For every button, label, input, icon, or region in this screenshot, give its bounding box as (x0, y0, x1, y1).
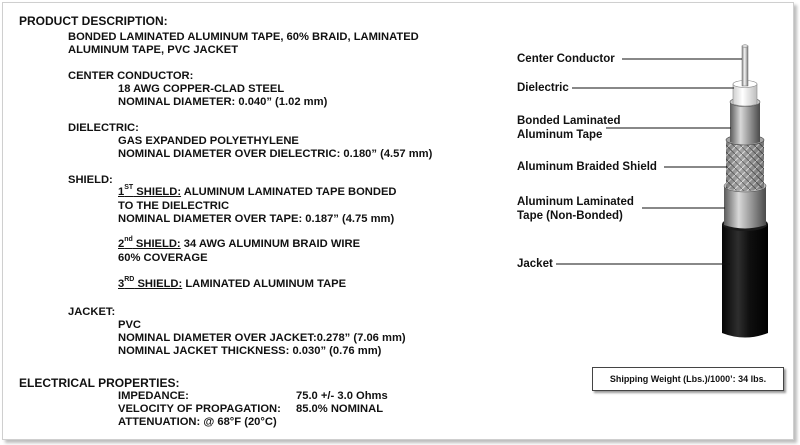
label-jacket: Jacket (517, 258, 553, 270)
jacket-layer (722, 217, 768, 338)
second-shield-suffix: nd (124, 236, 133, 244)
jacket-heading: JACKET: (68, 306, 116, 318)
dielectric-diameter: NOMINAL DIAMETER OVER DIELECTRIC: 0.180” (4.57 mm) (118, 148, 433, 160)
first-shield-diameter: NOMINAL DIAMETER OVER TAPE: 0.187” (4.75 mm) (118, 213, 395, 225)
label-laminated-tape-line-2: Tape (Non-Bonded) (517, 210, 623, 222)
first-shield-text: ALUMINUM LAMINATED TAPE BONDED (181, 186, 397, 198)
center-conductor-diameter: NOMINAL DIAMETER: 0.040” (1.02 mm) (118, 96, 328, 108)
second-shield-text: 34 AWG ALUMINUM BRAID WIRE (180, 238, 361, 250)
label-dielectric: Dielectric (517, 82, 569, 94)
shipping-weight-box (592, 367, 784, 391)
third-shield-number: 3 (118, 278, 125, 290)
jacket-material: PVC (118, 319, 142, 331)
third-shield-word: SHIELD: (134, 278, 183, 290)
third-shield-text: LAMINATED ALUMINUM TAPE (182, 278, 347, 290)
label-bonded-tape-line-2: Aluminum Tape (517, 129, 603, 141)
impedance-value: 75.0 +/- 3.0 Ohms (296, 390, 388, 402)
center-conductor-material: 18 AWG COPPER-CLAD STEEL (118, 83, 285, 95)
second-shield-word: SHIELD: (132, 238, 181, 250)
second-shield-coverage: 60% COVERAGE (118, 252, 208, 264)
label-bonded-tape-line-1: Bonded Laminated (517, 115, 621, 127)
first-shield-number: 1 (118, 186, 125, 198)
shield-heading: SHIELD: (68, 174, 113, 186)
product-description-heading: PRODUCT DESCRIPTION: (19, 14, 168, 28)
dielectric-material: GAS EXPANDED POLYETHYLENE (118, 135, 299, 147)
second-shield-number: 2 (118, 238, 125, 250)
attenuation-label: ATTENUATION: @ 68°F (20°C) (118, 416, 277, 428)
velocity-of-propagation-label: VELOCITY OF PROPAGATION: (118, 403, 281, 415)
label-laminated-tape-line-1: Aluminum Laminated (517, 196, 634, 208)
center-conductor-heading: CENTER CONDUCTOR: (68, 70, 194, 82)
center-conductor-wire (742, 45, 748, 86)
product-description-line-1: BONDED LAMINATED ALUMINUM TAPE, 60% BRAID, LAMINATED (68, 31, 419, 43)
first-shield-line-2: TO THE DIELECTRIC (118, 200, 230, 212)
first-shield-suffix: ST (124, 184, 134, 192)
jacket-diameter: NOMINAL DIAMETER OVER JACKET:0.278” (7.06 mm) (118, 332, 406, 344)
electrical-properties-heading: ELECTRICAL PROPERTIES: (19, 376, 180, 390)
third-shield-suffix: RD (124, 276, 135, 284)
first-shield-word: SHIELD: (133, 186, 182, 198)
label-braided-shield: Aluminum Braided Shield (517, 161, 657, 173)
jacket-thickness: NOMINAL JACKET THICKNESS: 0.030” (0.76 mm) (118, 345, 382, 357)
shipping-weight-text: Shipping Weight (Lbs.)/1000’: 34 lbs. (609, 374, 767, 384)
product-description-line-2: ALUMINUM TAPE, PVC JACKET (68, 44, 239, 56)
dielectric-heading: DIELECTRIC: (68, 122, 139, 134)
label-center-conductor: Center Conductor (517, 53, 615, 65)
impedance-label: IMPEDANCE: (118, 390, 189, 402)
velocity-of-propagation-value: 85.0% NOMINAL (296, 403, 384, 415)
